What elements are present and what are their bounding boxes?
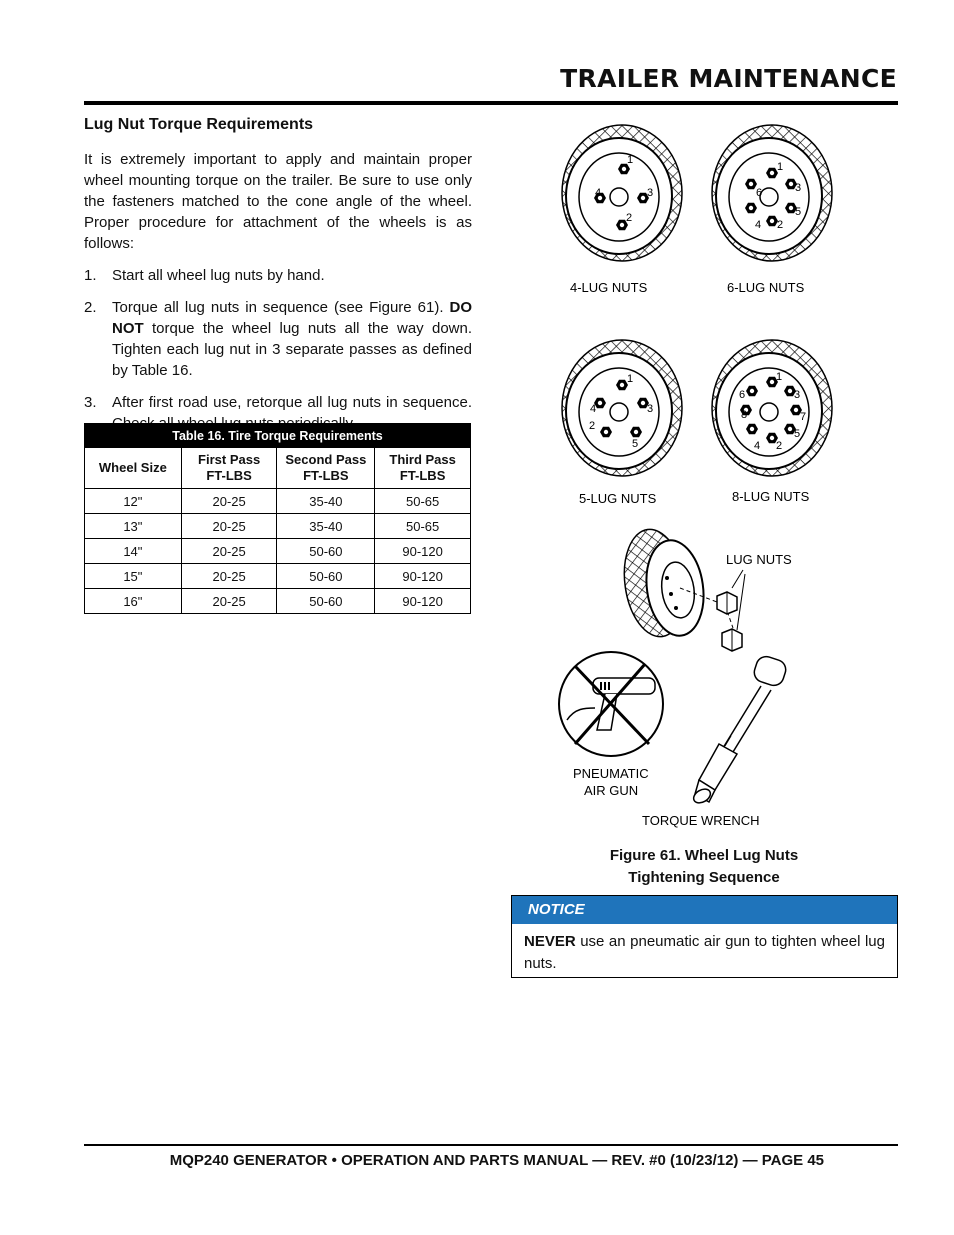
four-lug-wheel [562,125,682,261]
svg-text:4: 4 [595,187,602,199]
svg-text:3: 3 [647,403,654,415]
svg-text:8: 8 [741,409,748,421]
notice-body: NEVER use an pneumatic air gun to tighten wheel lug nuts. [524,933,885,972]
lug-nuts-label: LUG NUTS [726,552,792,567]
svg-text:5: 5 [794,428,801,440]
svg-text:3: 3 [795,182,802,194]
svg-text:2: 2 [626,212,633,224]
column-header: First Pass FT-LBS [181,448,277,489]
eight-lug-wheel [712,340,832,476]
notice-box [511,895,898,978]
svg-text:6: 6 [739,389,746,401]
svg-text:5: 5 [795,206,802,218]
procedure-step [84,297,472,381]
step-text: After first road use, retorque all lug nuts in sequence. [112,394,472,411]
page-title: TRAILER MAINTENANCE [560,64,897,93]
svg-text:4: 4 [754,440,761,452]
step-number: 2. [84,299,97,316]
warning-emphasis: DO NOT [112,299,472,337]
title-rule [84,101,898,105]
left-column [84,114,472,445]
eight-lug-label: 8-LUG NUTS [732,489,810,504]
svg-text:4: 4 [755,219,762,231]
svg-text:1: 1 [627,154,634,166]
table-row: 13" 20-25 35-40 50-65 [85,514,471,539]
air-gun-label: AIR GUN [584,783,639,798]
page-footer: MQP240 GENERATOR • OPERATION AND PARTS MANUAL — REV. #0 (10/23/12) — PAGE 45 [169,1152,824,1169]
svg-text:1: 1 [776,371,783,383]
notice-header: NOTICE [512,896,897,924]
svg-text:5: 5 [632,438,639,450]
table-caption: Table 16. Tire Torque Requirements [85,424,471,448]
column-header: Second Pass FT-LBS [277,448,375,489]
svg-text:2: 2 [776,440,783,452]
table-row: 16" 20-25 50-60 90-120 [85,589,471,614]
lug-nut-parts [717,570,745,651]
svg-text:1: 1 [627,373,634,385]
pneumatic-label: PNEUMATIC [573,766,649,781]
step-number: 1. [84,267,97,284]
tire-torque-table [84,423,471,614]
intro-paragraph: It is extremely important to apply and maintain proper wheel mounting torque on the trailer. Be sure to use only the fasteners matched to the cone angle of the wheel. Proper procedure for attachment of the wheels is as follows: [84,151,472,252]
five-lug-wheel [562,340,682,476]
step-number: 3. [84,394,97,411]
section-heading: Lug Nut Torque Requirements [84,116,314,133]
exploded-wheel [618,525,733,640]
six-lug-wheel [712,125,832,261]
torque-wrench [691,654,788,806]
svg-text:6: 6 [756,187,763,199]
svg-text:3: 3 [647,187,654,199]
wheel-illustration [545,118,870,830]
svg-text:7: 7 [800,411,807,423]
lug-nut-figure [545,118,870,830]
table-row: 14" 20-25 50-60 90-120 [85,539,471,564]
six-lug-label: 6-LUG NUTS [727,280,805,295]
four-lug-label: 4-LUG NUTS [570,280,648,295]
svg-text:1: 1 [777,161,784,173]
procedure-steps [84,265,472,434]
torque-wrench-label: TORQUE WRENCH [642,813,760,828]
table-row: 12" 20-25 35-40 50-65 [85,489,471,514]
table-row: 15" 20-25 50-60 90-120 [85,564,471,589]
step-text: Torque all lug nuts in sequence (see Figure 61). DO NOT torque the wheel lug nuts all the way down. Tighten each lug nut in 3 separate passes as defined by Table 16. [112,299,472,379]
svg-text:2: 2 [589,420,596,432]
five-lug-label: 5-LUG NUTS [579,491,657,506]
svg-text:4: 4 [590,403,597,415]
column-header: Third Pass FT-LBS [375,448,471,489]
svg-text:3: 3 [794,389,801,401]
svg-text:2: 2 [777,219,784,231]
procedure-step [84,265,472,286]
footer-rule [84,1144,898,1146]
step-text: Start all wheel lug nuts by hand. [112,267,325,284]
column-header: Wheel Size [85,448,182,489]
prohibited-air-gun-icon [559,652,663,756]
figure-caption: Figure 61. Wheel Lug Nuts Tightening Sequence [609,847,799,886]
